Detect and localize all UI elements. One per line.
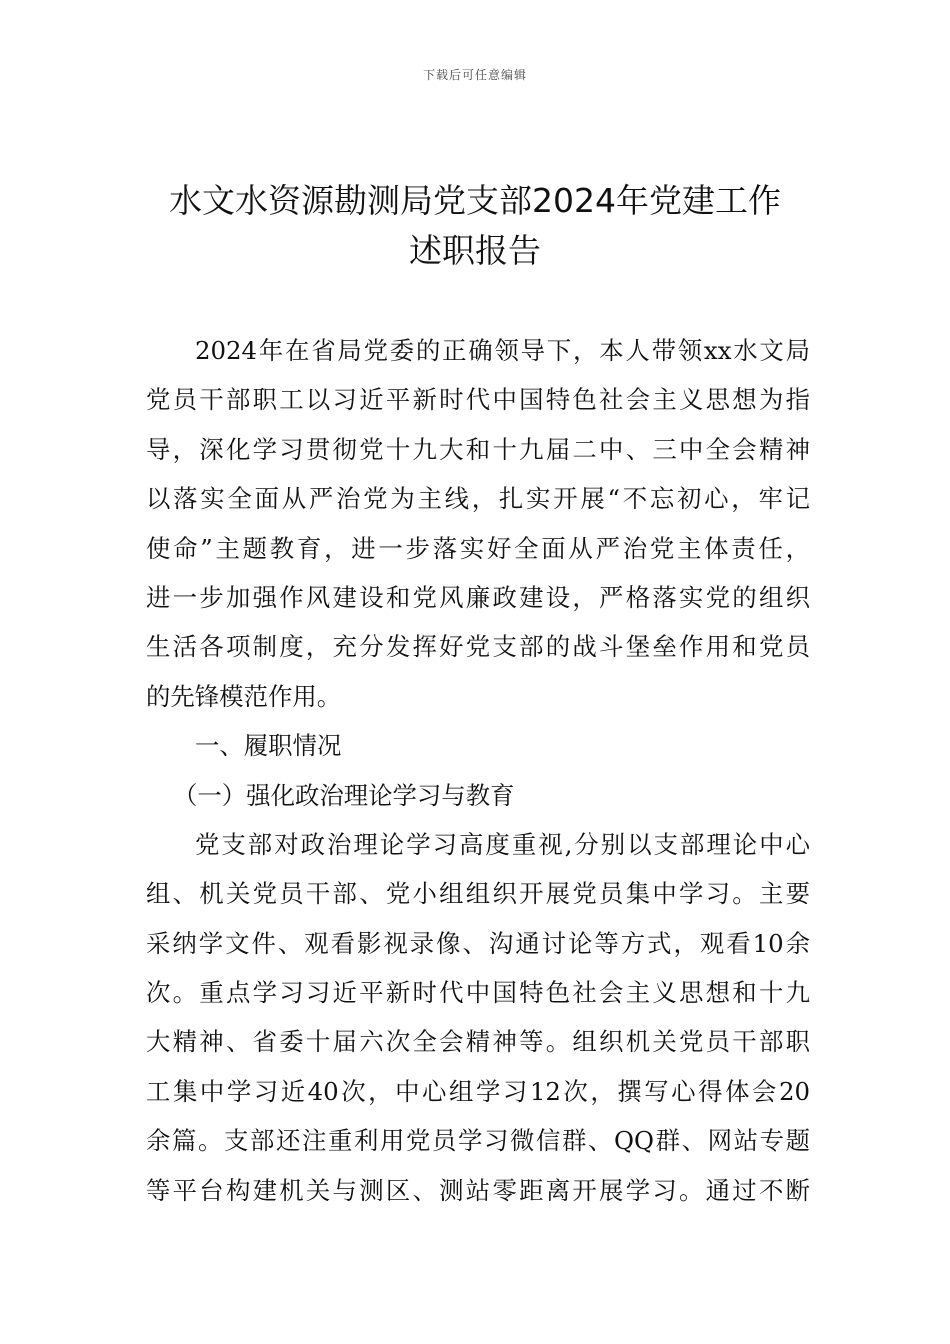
paragraph-line: 生活各项制度，充分发挥好党支部的战斗堡垒作用和党员 <box>146 632 810 662</box>
document-body <box>146 326 810 1215</box>
header-note: 下载后可任意编辑 <box>422 68 527 82</box>
paragraph-line: 余篇。支部还注重利用党员学习微信群、QQ群、网站专题 <box>146 1126 810 1156</box>
paragraph-line: 进一步加强作风建设和党风廉政建设，严格落实党的组织 <box>146 582 810 612</box>
paragraph-line: 2024年在省局党委的正确领导下，本人带领xx水文局 <box>195 336 810 365</box>
paragraph-line: 采纳学文件、观看影视录像、沟通讨论等方式，观看10余 <box>146 928 810 958</box>
paragraph-line: 使命”主题教育，进一步落实好全面从严治党主体责任， <box>146 533 810 563</box>
document-title <box>130 176 820 276</box>
subsection-heading: （一）强化政治理论学习与教育 <box>173 780 515 810</box>
paragraph-line: 的先锋模范作用。 <box>146 681 342 711</box>
title-line-2: 述职报告 <box>409 231 541 270</box>
paragraph-line: 党支部对政治理论学习高度重视,分别以支部理论中心 <box>195 829 810 859</box>
paragraph-line: 党员干部职工以习近平新时代中国特色社会主义思想为指 <box>146 385 810 415</box>
paragraph-line: 大精神、省委十届六次全会精神等。组织机关党员干部职 <box>146 1027 810 1057</box>
paragraph-line: 等平台构建机关与测区、测站零距离开展学习。通过不断 <box>146 1175 810 1205</box>
paragraph-line: 工集中学习近40次，中心组学习12次，撰写心得体会20 <box>146 1076 810 1106</box>
paragraph-line: 组、机关党员干部、党小组组织开展党员集中学习。主要 <box>146 879 810 909</box>
paragraph-line: 次。重点学习习近平新时代中国特色社会主义思想和十九 <box>146 978 810 1008</box>
title-line-1: 水文水资源勘测局党支部2024年党建工作 <box>169 181 781 220</box>
section-heading: 一、履职情况 <box>195 731 342 761</box>
paragraph-line: 导，深化学习贯彻党十九大和十九届二中、三中全会精神 <box>146 434 810 464</box>
paragraph-line: 以落实全面从严治党为主线，扎实开展“不忘初心，牢记 <box>146 484 810 514</box>
